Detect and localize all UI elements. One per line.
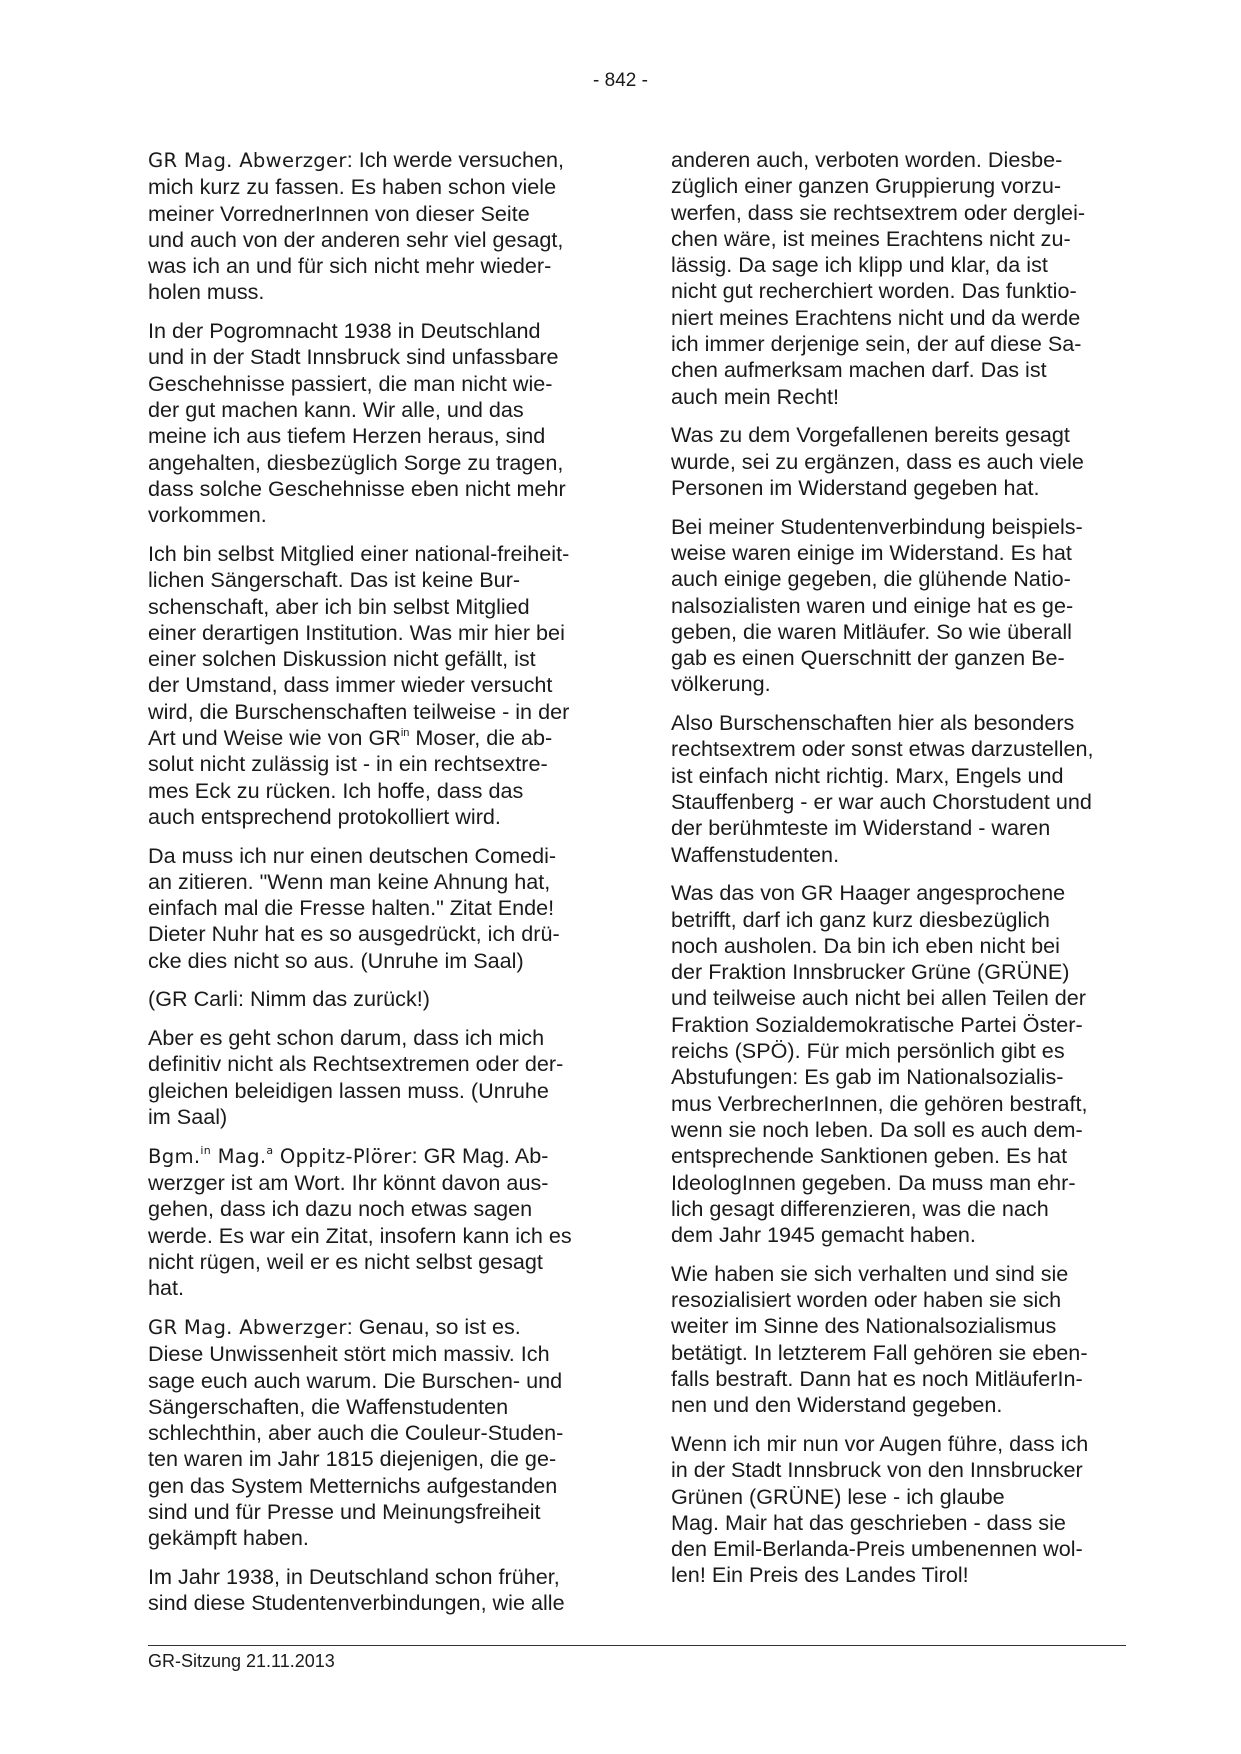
text-line: Grünen (GRÜNE) lese - ich glaube bbox=[671, 1483, 1005, 1509]
text-line: Sängerschaften, die Waffenstudenten bbox=[148, 1393, 509, 1419]
text-fragment: Art und Weise wie von GR bbox=[148, 725, 401, 751]
text-line: angehalten, diesbezüglich Sorge zu tragen, bbox=[148, 449, 564, 475]
text-line: Fraktion Sozialdemokratische Partei Öster- bbox=[671, 1011, 1083, 1037]
text-line: werde. Es war ein Zitat, insofern kann ich es bbox=[148, 1222, 572, 1248]
paragraph-saengerschaft bbox=[148, 541, 606, 830]
paragraph-berlanda-preis bbox=[671, 1431, 1126, 1589]
text-line: reichs (SPÖ). Für mich persönlich gibt es bbox=[671, 1038, 1065, 1064]
text-line: entsprechende Sanktionen geben. Es hat bbox=[671, 1143, 1068, 1169]
text-line: wenn sie noch leben. Da soll es auch dem- bbox=[671, 1116, 1083, 1142]
text-line: Was das von GR Haager angesprochene bbox=[671, 880, 1066, 906]
text-line: der gut machen kann. Wir alle, und das bbox=[148, 397, 524, 423]
text-line: Dieter Nuhr hat es so ausgedrückt, ich drü- bbox=[148, 921, 560, 947]
text-line: gen das System Metternichs aufgestanden bbox=[148, 1472, 558, 1498]
paragraph-studentenverbindung bbox=[671, 514, 1126, 698]
text-line: der Fraktion Innsbrucker Grüne (GRÜNE) bbox=[671, 959, 1070, 985]
text-line: einfach mal die Fresse halten." Zitat Ende! bbox=[148, 895, 555, 921]
text-line: mus VerbrecherInnen, die gehören bestraft, bbox=[671, 1090, 1088, 1116]
text-line: im Saal) bbox=[148, 1104, 228, 1130]
right-column bbox=[671, 147, 1126, 1601]
text-line: definitiv nicht als Rechtsextremen oder der- bbox=[148, 1051, 564, 1077]
paragraph-pogromnacht bbox=[148, 318, 606, 528]
text-line: betrifft, darf ich ganz kurz diesbezüglich bbox=[671, 906, 1050, 932]
paragraph-rechtsextrem bbox=[148, 1025, 606, 1130]
paragraph-abwerzger-reply bbox=[148, 1314, 606, 1552]
footer-divider bbox=[148, 1645, 1126, 1646]
text-line: in der Stadt Innsbruck von den Innsbrucker bbox=[671, 1457, 1083, 1483]
text-line: sind diese Studentenverbindungen, wie alle bbox=[148, 1590, 565, 1616]
text-line: In der Pogromnacht 1938 in Deutschland bbox=[148, 318, 541, 344]
page-number: - 842 - bbox=[593, 70, 648, 91]
text-line: meiner VorrednerInnen von dieser Seite bbox=[148, 200, 530, 226]
text-line: nicht rügen, weil er es nicht selbst gesagt bbox=[148, 1248, 543, 1274]
speaker-name: Bgm.$^{in}$ Mag.$^a$ Oppitz-Plörer bbox=[148, 1143, 412, 1168]
text-line: ich immer derjenige sein, der auf diese Sa- bbox=[671, 331, 1082, 357]
left-column bbox=[148, 147, 606, 1629]
paragraph-abwerzger-intro bbox=[148, 147, 606, 306]
speaker-name: GR Mag. Abwerzger bbox=[148, 1315, 347, 1339]
text-line: dass solche Geschehnisse eben nicht mehr bbox=[148, 475, 566, 501]
text-line: mich kurz zu fassen. Es haben schon viele bbox=[148, 174, 557, 200]
text-line: Diese Unwissenheit stört mich massiv. Ich bbox=[148, 1341, 550, 1367]
text-line: chen aufmerksam machen darf. Das ist bbox=[671, 357, 1047, 383]
text-line: auch einige gegeben, die glühende Natio- bbox=[671, 566, 1071, 592]
text-line: der Umstand, dass immer wieder versucht bbox=[148, 672, 553, 698]
paragraph-1938 bbox=[148, 1564, 606, 1617]
text-line: betätigt. In letzterem Fall gehören sie eben- bbox=[671, 1339, 1088, 1365]
superscript: in bbox=[400, 727, 410, 740]
text-line: hat. bbox=[148, 1275, 185, 1301]
text-line: gleichen beleidigen lassen muss. (Unruhe bbox=[148, 1077, 549, 1103]
text-line: lässig. Da sage ich klipp und klar, da ist bbox=[671, 252, 1048, 278]
text-line: einer solchen Diskussion nicht gefällt, ist bbox=[148, 646, 536, 672]
text-line: ist einfach nicht richtig. Marx, Engels und bbox=[671, 762, 1064, 788]
text-line: Mag. Mair hat das geschrieben - dass sie bbox=[671, 1509, 1066, 1535]
text-line: Was zu dem Vorgefallenen bereits gesagt bbox=[671, 422, 1070, 448]
text-line: Stauffenberg - er war auch Chorstudent und bbox=[671, 789, 1092, 814]
text-line: falls bestraft. Dann hat es noch MitläuferIn- bbox=[671, 1366, 1083, 1392]
text-line: Abstufungen: Es gab im Nationalsozialis- bbox=[671, 1064, 1064, 1090]
text-line: weise waren einige im Widerstand. Es hat bbox=[671, 539, 1072, 565]
text-line: IdeologInnen gegeben. Da muss man ehr- bbox=[671, 1169, 1076, 1195]
text-line: und teilweise auch nicht bei allen Teilen der bbox=[671, 985, 1086, 1011]
text-line: einer derartigen Institution. Was mir hier bei bbox=[148, 619, 565, 645]
text-line: chen wäre, ist meines Erachtens nicht zu- bbox=[671, 225, 1071, 251]
text-line: gehen, dass ich dazu noch etwas sagen bbox=[148, 1196, 533, 1222]
text-line: auch mein Recht! bbox=[671, 383, 840, 409]
text-line: (GR Carli: Nimm das zurück!) bbox=[148, 986, 430, 1012]
text-line: nen und den Widerstand gegeben. bbox=[671, 1392, 1003, 1418]
text-line: geben, die waren Mitläufer. So wie überall bbox=[671, 618, 1072, 644]
text-line: wurde, sei zu ergänzen, dass es auch viele bbox=[671, 448, 1084, 474]
text-line: resozialisiert worden oder haben sie sich bbox=[671, 1287, 1062, 1313]
text-line: : Ich werde versuchen, bbox=[346, 147, 564, 172]
text-line: nalsozialisten waren und einige hat es ge- bbox=[671, 592, 1074, 618]
text-line: Geschehnisse passiert, die man nicht wie- bbox=[148, 370, 553, 396]
text-line: cke dies nicht so aus. (Unruhe im Saal) bbox=[148, 947, 524, 973]
text-line: was ich an und für sich nicht mehr wieder- bbox=[148, 253, 552, 279]
text-line: Aber es geht schon darum, dass ich mich bbox=[148, 1025, 545, 1051]
text-line: sage euch auch warum. Die Burschen- und bbox=[148, 1367, 563, 1393]
text-line: schlechthin, aber auch die Couleur-Studen- bbox=[148, 1420, 564, 1446]
text-line: noch ausholen. Da bin ich eben nicht bei bbox=[671, 932, 1060, 958]
footer-session-date: GR-Sitzung 21.11.2013 bbox=[148, 1651, 335, 1671]
text-line: Wie haben sie sich verhalten und sind sie bbox=[671, 1260, 1069, 1286]
paragraph-comedian-quote bbox=[148, 843, 606, 974]
text-line: Also Burschenschaften hier als besonders bbox=[671, 710, 1075, 736]
paragraph-resozialisiert bbox=[671, 1261, 1126, 1419]
text-line: gab es einen Querschnitt der ganzen Be- bbox=[671, 645, 1065, 671]
text-line: lich gesagt differenzieren, was die nach bbox=[671, 1195, 1049, 1221]
paragraph-interjection bbox=[148, 986, 606, 1012]
text-line: Waffenstudenten. bbox=[671, 841, 840, 867]
text-line: dem Jahr 1945 gemacht haben. bbox=[671, 1222, 976, 1248]
text-line: gekämpft haben. bbox=[148, 1525, 309, 1551]
paragraph-haager bbox=[671, 880, 1126, 1248]
text-fragment: Moser, die ab- bbox=[409, 725, 553, 751]
text-fragment: : Genau, so ist es. bbox=[346, 1313, 521, 1339]
text-line: meine ich aus tiefem Herzen heraus, sind bbox=[148, 423, 546, 449]
text-line: Ich bin selbst Mitglied einer national-freiheit- bbox=[148, 540, 570, 566]
paragraph-buergermeisterin bbox=[148, 1143, 606, 1302]
text-line: Im Jahr 1938, in Deutschland schon früher, bbox=[148, 1563, 560, 1589]
text-line: werfen, dass sie rechtsextrem oder derglei- bbox=[671, 199, 1086, 225]
text-line: mes Eck zu rücken. Ich hoffe, dass das bbox=[148, 777, 524, 803]
text-line: werzger ist am Wort. Ihr könnt davon aus- bbox=[148, 1170, 549, 1196]
text-line: holen muss. bbox=[148, 279, 265, 305]
text-line: Wenn ich mir nun vor Augen führe, dass ich bbox=[671, 1431, 1089, 1456]
text-line: ten waren im Jahr 1815 diejenigen, die ge- bbox=[148, 1446, 557, 1472]
text-line: niert meines Erachtens nicht und da werde bbox=[671, 304, 1081, 330]
text-line: sind und für Presse und Meinungsfreiheit bbox=[148, 1498, 541, 1524]
text-line: nicht gut recherchiert worden. Das funktio- bbox=[671, 278, 1077, 304]
speaker-name: GR Mag. Abwerzger bbox=[148, 149, 347, 172]
text-line: wird, die Burschenschaften teilweise - in der bbox=[148, 698, 570, 724]
text-line: len! Ein Preis des Landes Tirol! bbox=[671, 1562, 969, 1588]
text-fragment: : GR Mag. Ab- bbox=[411, 1142, 549, 1168]
text-line: solut nicht zulässig ist - in ein rechtsextre- bbox=[148, 751, 548, 777]
text-line: Bei meiner Studentenverbindung beispiels- bbox=[671, 513, 1083, 539]
text-line: anderen auch, verboten worden. Diesbe- bbox=[671, 147, 1063, 172]
text-line: und in der Stadt Innsbruck sind unfassbare bbox=[148, 344, 559, 370]
text-line: schenschaft, aber ich bin selbst Mitglied bbox=[148, 593, 530, 619]
text-line: der berühmteste im Widerstand - waren bbox=[671, 815, 1051, 841]
text-line: an zitieren. "Wenn man keine Ahnung hat, bbox=[148, 868, 551, 894]
text-line: züglich einer ganzen Gruppierung vorzu- bbox=[671, 173, 1062, 199]
paragraph-burschenschaften bbox=[671, 710, 1126, 868]
text-line: Da muss ich nur einen deutschen Comedi- bbox=[148, 842, 557, 868]
text-line: auch entsprechend protokolliert wird. bbox=[148, 803, 501, 829]
text-line: völkerung. bbox=[671, 671, 771, 697]
text-line: vorkommen. bbox=[148, 502, 267, 528]
paragraph-verboten bbox=[671, 147, 1126, 410]
paragraph-widerstand bbox=[671, 422, 1126, 501]
text-line: Personen im Widerstand gegeben hat. bbox=[671, 474, 1040, 500]
text-line: lichen Sängerschaft. Das ist keine Bur- bbox=[148, 567, 521, 593]
text-line: weiter im Sinne des Nationalsozialismus bbox=[671, 1313, 1057, 1339]
text-line: den Emil-Berlanda-Preis umbenennen wol- bbox=[671, 1536, 1083, 1562]
text-line: rechtsextrem oder sonst etwas darzustellen, bbox=[671, 736, 1094, 762]
text-line: und auch von der anderen sehr viel gesagt, bbox=[148, 226, 564, 252]
